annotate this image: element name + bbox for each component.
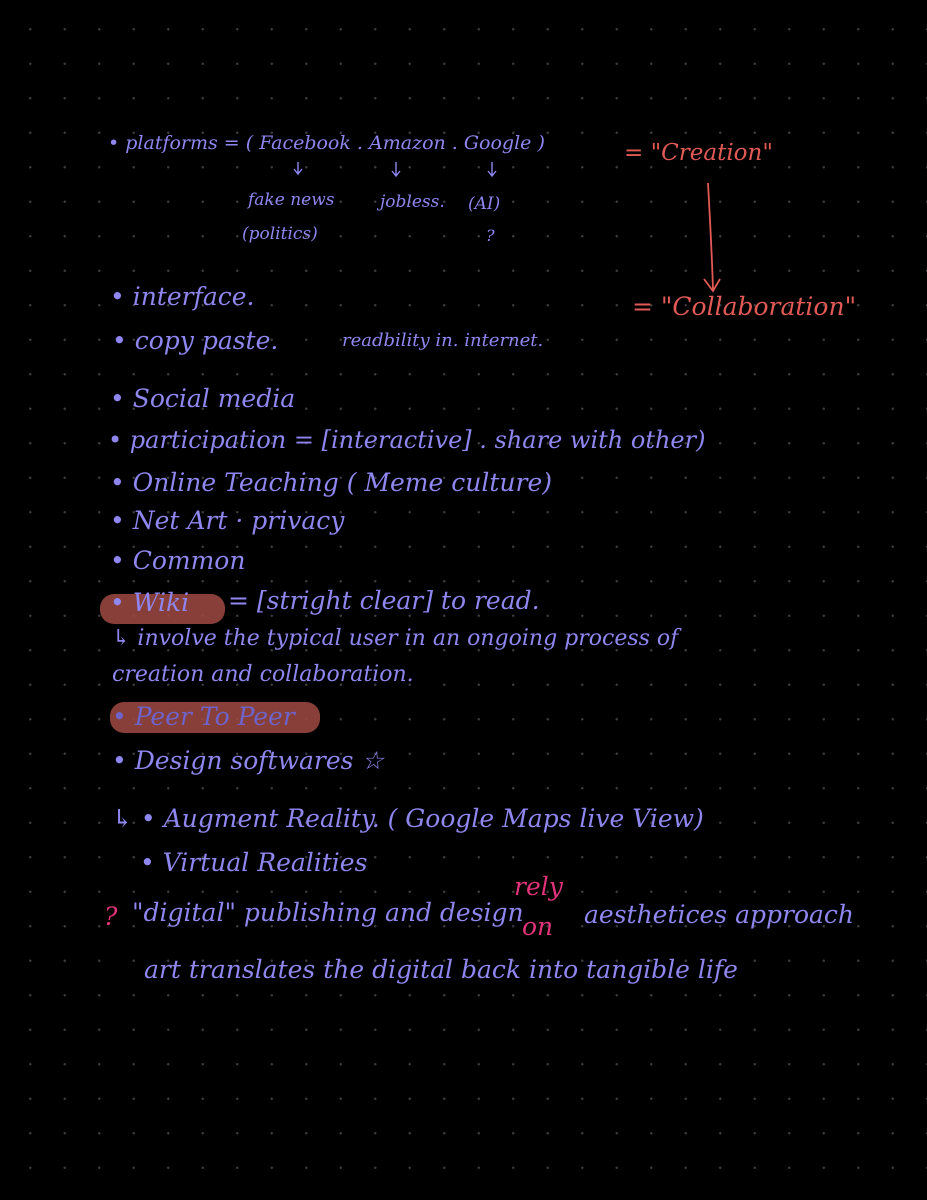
amazon-note: jobless. bbox=[380, 192, 445, 212]
facebook-note: fake news bbox=[248, 190, 335, 210]
virtual-item: • Virtual Realities bbox=[140, 848, 368, 877]
question-mark: ? bbox=[104, 902, 118, 931]
collaboration-label: = "Collaboration" bbox=[632, 292, 857, 321]
google-note: (AI) bbox=[468, 194, 501, 214]
common-item: • Common bbox=[110, 546, 246, 575]
participation-item: • participation = [interactive] . share with other) bbox=[108, 426, 706, 454]
net-art-item: • Net Art · privacy bbox=[110, 506, 345, 535]
design-softwares-item: • Design softwares ☆ bbox=[112, 746, 384, 775]
rely-label: rely bbox=[514, 872, 563, 901]
online-teaching-item: • Online Teaching ( Meme culture) bbox=[110, 468, 552, 497]
involve-line-1: ↳ involve the typical user in an ongoing process of bbox=[112, 626, 679, 651]
facebook-note-2: (politics) bbox=[242, 224, 318, 244]
aesthetics-line: aesthetices approach bbox=[584, 900, 855, 929]
digital-publishing-line: "digital" publishing and design bbox=[132, 898, 524, 927]
interface-item: • interface. bbox=[110, 282, 255, 311]
wiki-item: • Wiki bbox=[110, 588, 190, 617]
peer-item: • Peer To Peer bbox=[112, 702, 295, 731]
copy-paste-item: • copy paste. bbox=[112, 326, 279, 355]
readability-note: readbility in. internet. bbox=[342, 330, 544, 351]
involve-line-2: creation and collaboration. bbox=[112, 662, 414, 687]
google-note-2: ? bbox=[486, 226, 495, 245]
art-line: art translates the digital back into tangible life bbox=[144, 955, 738, 984]
wiki-note: = [stright clear] to read. bbox=[228, 586, 540, 615]
creation-label: = "Creation" bbox=[624, 140, 773, 166]
augment-item: ↳ • Augment Reality. ( Google Maps live View) bbox=[112, 804, 704, 833]
on-label: on bbox=[522, 912, 554, 941]
platforms-line: • platforms = ( Facebook . Amazon . Google ) bbox=[108, 132, 545, 154]
social-media-item: • Social media bbox=[110, 384, 296, 413]
